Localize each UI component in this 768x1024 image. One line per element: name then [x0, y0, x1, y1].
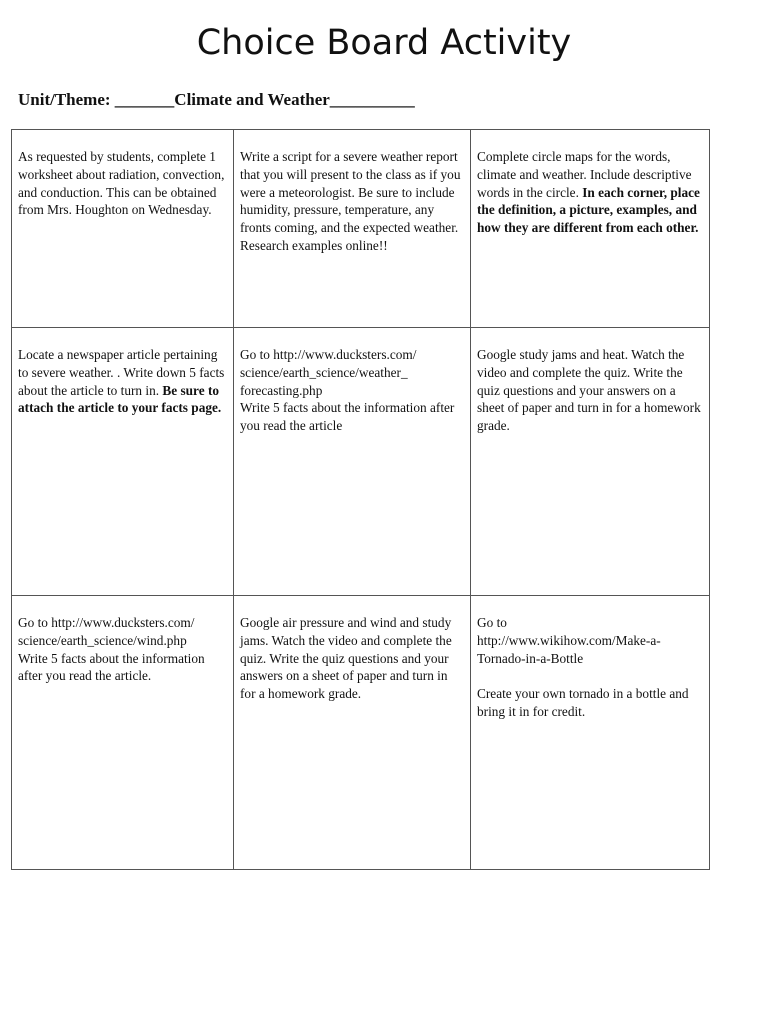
choice-board [11, 129, 710, 870]
cell-text: Google study jams and heat. Watch the video and complete the quiz. Write the quiz questions and your answers on a sheet of paper and turn in for a homework grade. [477, 347, 701, 434]
board-cell-tornado-bottle [471, 596, 710, 870]
board-row-2 [12, 328, 710, 596]
cell-url-text: Go to http://www.ducksters.com/ science/earth_science/weather_ forecasting.php [240, 347, 417, 398]
board-cell-weather-script [234, 130, 471, 328]
cell-text: Complete circle maps for the words, climate and weather. Include descriptive words in the circle. [477, 149, 692, 200]
cell-text: As requested by students, complete 1 worksheet about radiation, convection, and conduction. This can be obtained from Mrs. Houghton on Wednesday. [18, 149, 225, 218]
board-cell-wind-site [12, 596, 234, 870]
page-title: Choice Board Activity [196, 23, 572, 63]
cell-bold-text: Be sure to attach the article to your facts page. [18, 382, 222, 416]
cell-text: Write a script for a severe weather report that you will present to the class as if you were a meteorologist. Be sure to include humidity, pressure, temperature, any fronts coming, and the expected weather. Research examples online!! [240, 149, 461, 253]
cell-text: Create your own tornado in a bottle and bring it in for credit. [477, 686, 689, 719]
cell-spacer [477, 667, 703, 685]
board-cell-forecasting-site [234, 328, 471, 596]
unit-theme-label: Unit/Theme: [18, 90, 111, 109]
board-row-1 [12, 130, 710, 328]
cell-text: Write 5 facts about the information after you read the article [240, 400, 455, 434]
cell-text: Locate a newspaper article pertaining to severe weather. . Write down 5 facts about the article to turn in. [18, 347, 225, 398]
unit-theme-line [18, 88, 415, 112]
cell-text: Write 5 facts about the information after you read the article. [18, 650, 205, 684]
board-cell-circle-maps [471, 130, 710, 328]
cell-bold-text: In each corner, place the definition, a picture, examples, and how they are different from each other. [477, 184, 700, 236]
cell-url-text: Go to http://www.ducksters.com/ science/earth_science/wind.php [18, 615, 195, 648]
board-row-3 [12, 596, 710, 870]
cell-text: Google air pressure and wind and study jams. Watch the video and complete the quiz. Write the quiz questions and your answers on a sheet of paper and turn in for a homework grade. [240, 615, 452, 702]
board-cell-newspaper-article [12, 328, 234, 596]
board-cell-air-pressure [234, 596, 471, 870]
board-cell-study-jams-heat [471, 328, 710, 596]
unit-theme-value: _______Climate and Weather__________ [114, 90, 415, 109]
cell-go-to: Go to [477, 615, 507, 630]
cell-url-text: http://www.wikihow.com/Make-a-Tornado-in-a-Bottle [477, 632, 661, 666]
board-cell-worksheet [12, 130, 234, 328]
